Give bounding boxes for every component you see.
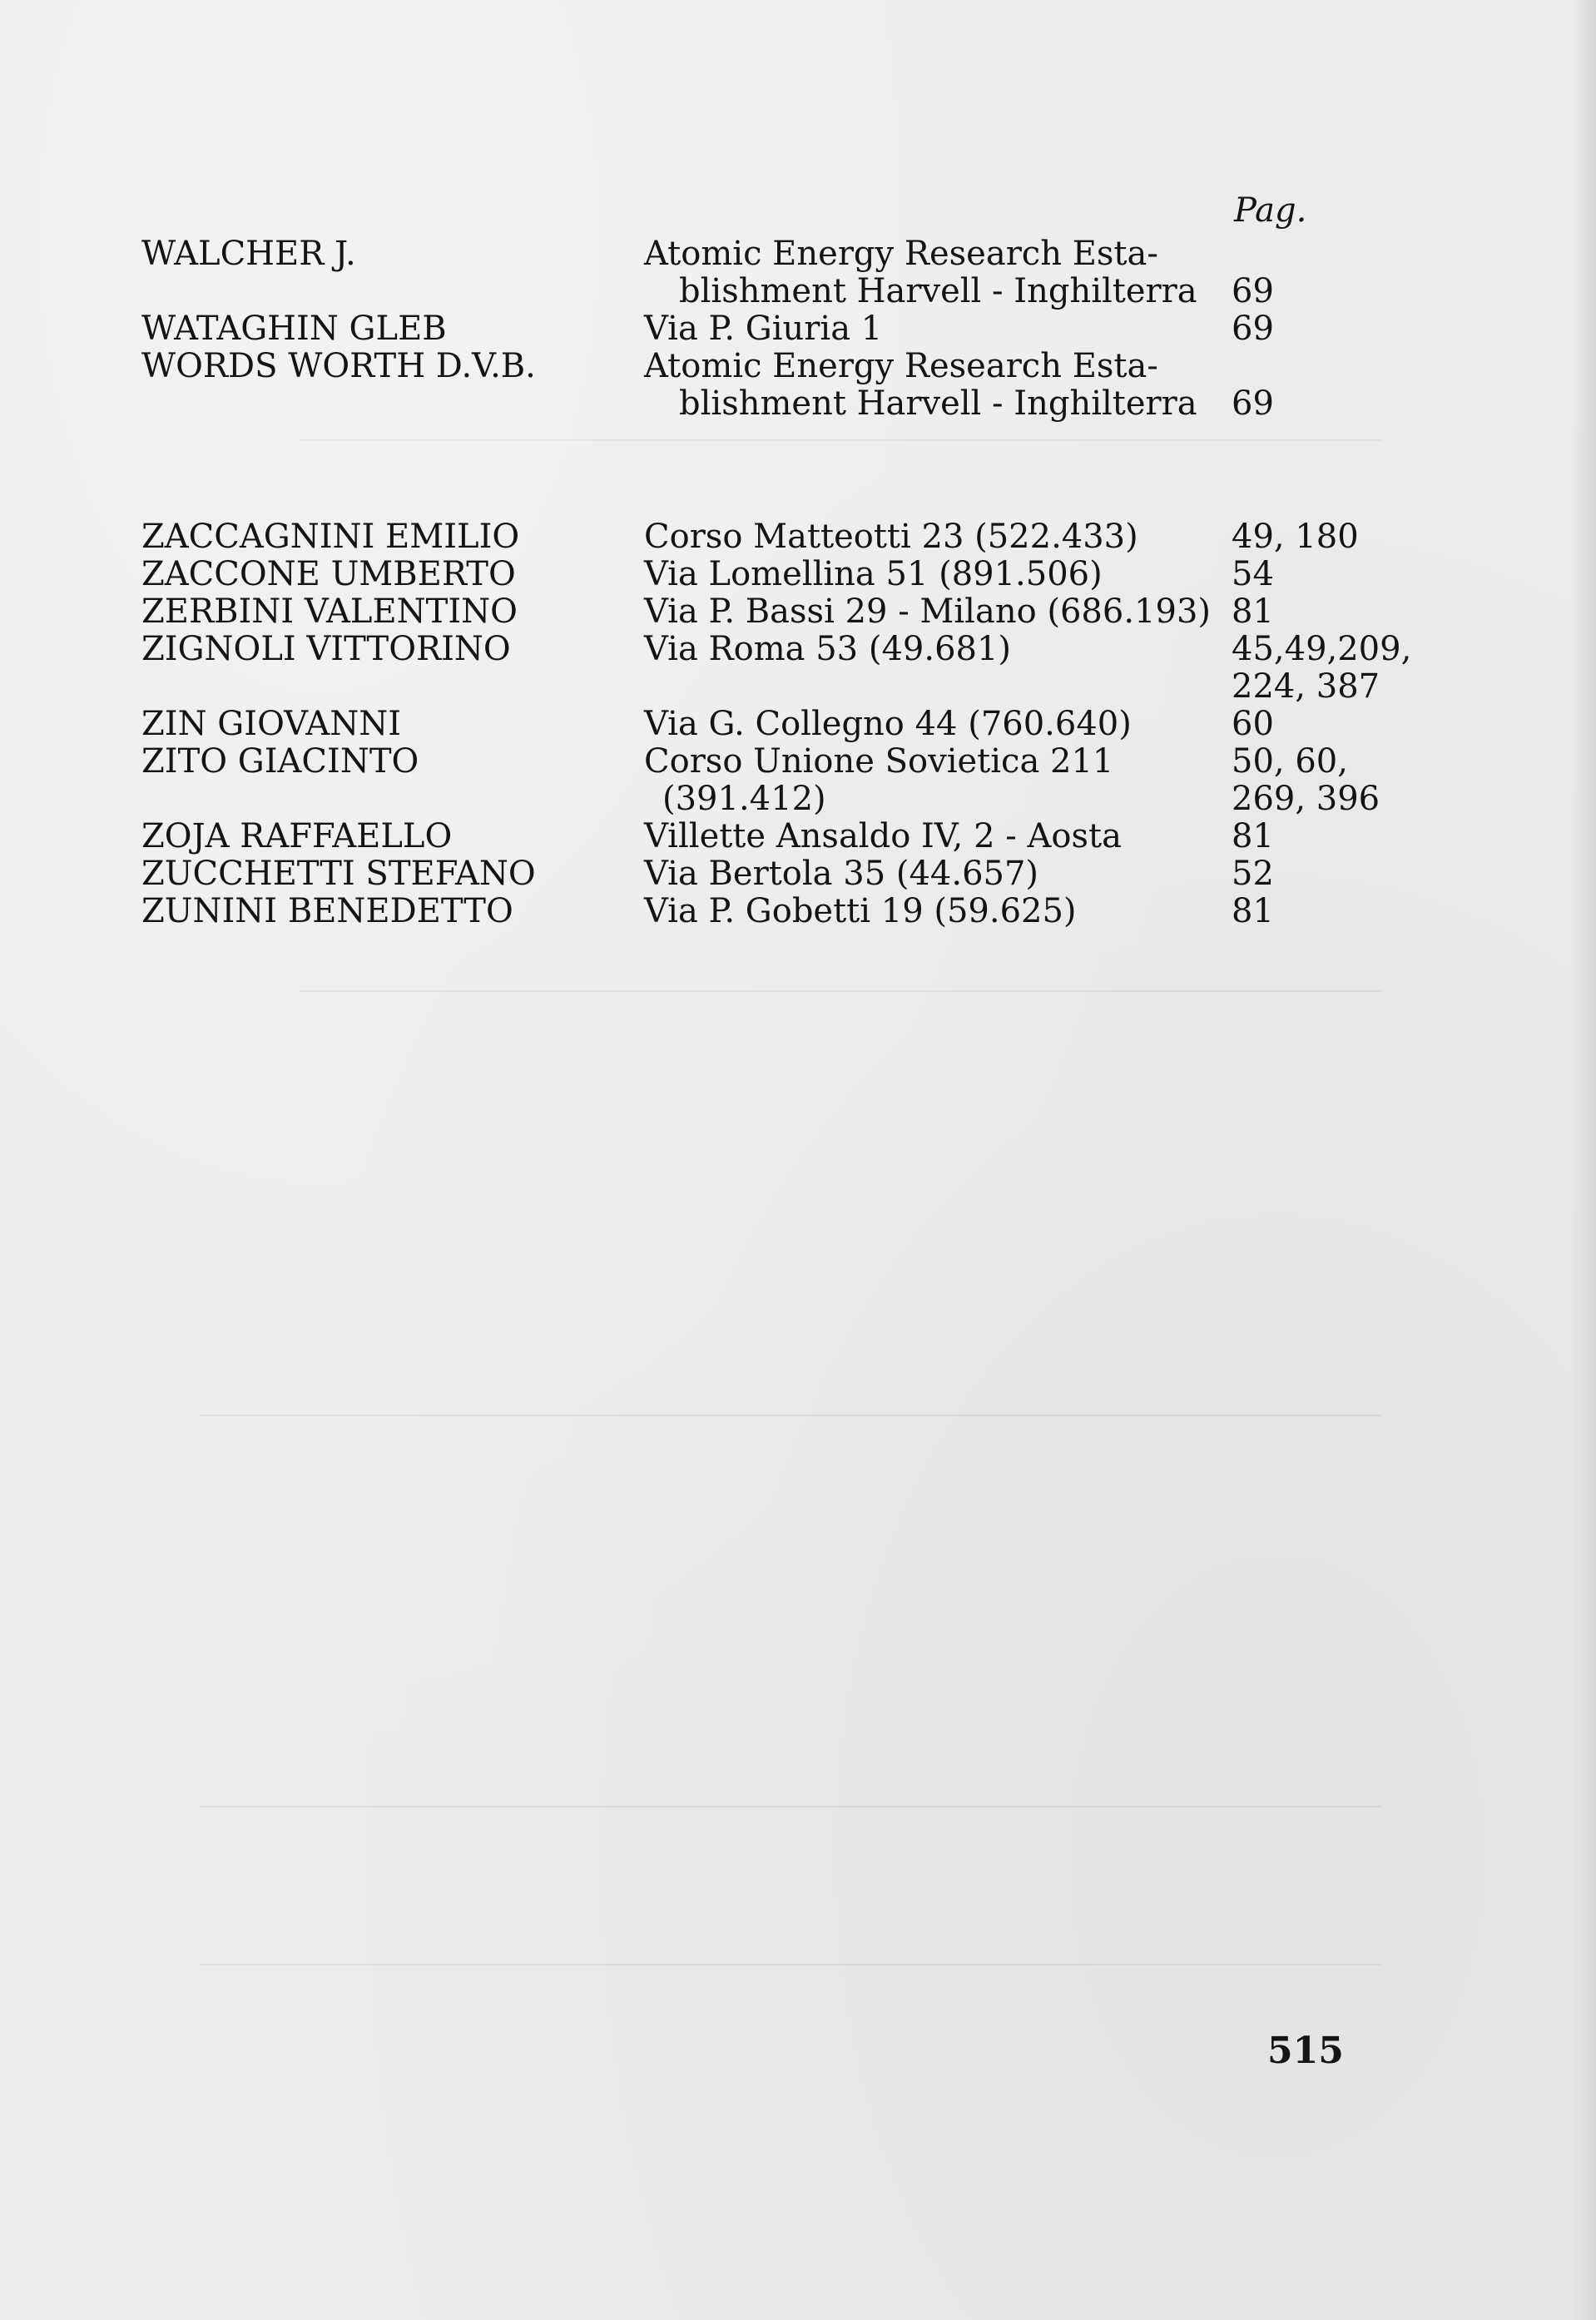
entry-pages-line: 81 [1232, 892, 1274, 930]
entry-pages-line: 69 [1232, 310, 1274, 348]
entry-name: ZACCAGNINI EMILIO [141, 518, 520, 556]
entry-pages-line: 54 [1232, 555, 1274, 593]
entry-address-line: blishment Harvell - Inghilterra [679, 384, 1197, 423]
entry-pages [1232, 818, 1274, 855]
entry-name: ZACCONE UMBERTO [141, 555, 516, 593]
entry-address [644, 518, 1138, 556]
entry-address [644, 818, 1122, 855]
entry-pages-line: 81 [1232, 592, 1274, 631]
entry-pages-line: 60 [1232, 705, 1274, 743]
entry-address [644, 593, 1211, 631]
entry-address-line: Via G. Collegno 44 (760.640) [644, 705, 1132, 743]
entry-address [644, 631, 1011, 668]
entry-address-line: Corso Matteotti 23 (522.433) [644, 518, 1138, 556]
entry-address [644, 310, 882, 348]
entry-pages-line: 81 [1232, 817, 1274, 855]
entry-address [644, 893, 1077, 930]
entry-pages-line: 69 [1232, 384, 1274, 423]
entry-pages-line: 50, 60, [1232, 742, 1348, 781]
entry-name: WORDS WORTH D.V.B. [141, 347, 536, 385]
entry-pages [1232, 706, 1274, 743]
entry-pages-line: 49, 180 [1232, 518, 1359, 556]
entry-address-line: Villette Ansaldo IV, 2 - Aosta [644, 817, 1122, 855]
entry-pages-line: 45,49,209, [1232, 630, 1412, 668]
entry-name: ZUCCHETTI STEFANO [141, 855, 536, 893]
entry-address-line: Via P. Gobetti 19 (59.625) [644, 892, 1077, 930]
entry-pages [1232, 556, 1274, 593]
entry-pages [1232, 310, 1274, 348]
entry-address-line: Via Bertola 35 (44.657) [644, 855, 1039, 893]
entry-pages [1232, 631, 1411, 706]
entry-pages [1232, 855, 1274, 893]
entry-address-line: blishment Harvell - Inghilterra [679, 272, 1197, 310]
entry-name: ZOJA RAFFAELLO [141, 817, 453, 855]
entry-address-line: (391.412) [662, 780, 826, 818]
entry-name: ZIGNOLI VITTORINO [141, 630, 511, 668]
entry-address [644, 743, 1113, 818]
entry-address-line: Via P. Bassi 29 - Milano (686.193) [644, 592, 1211, 631]
entry-pages-line: 224, 387 [1232, 667, 1380, 706]
entry-address-line: Via P. Giuria 1 [644, 310, 883, 348]
entry-pages [1232, 518, 1359, 556]
entry-address [644, 855, 1038, 893]
entry-pages [1232, 273, 1274, 310]
entry-address-line: Via Roma 53 (49.681) [644, 630, 1012, 668]
entry-address [644, 348, 1197, 423]
entry-address-line: Atomic Energy Research Esta- [644, 235, 1158, 273]
entry-pages [1232, 743, 1380, 818]
entry-pages-line: 269, 396 [1232, 780, 1380, 818]
entry-name: WATAGHIN GLEB [141, 310, 447, 348]
entry-name: ZERBINI VALENTINO [141, 592, 518, 631]
entry-address-line: Corso Unione Sovietica 211 [644, 742, 1114, 781]
entry-name: ZITO GIACINTO [141, 742, 419, 781]
entry-pages-line: 52 [1232, 855, 1274, 893]
entry-name: WALCHER J. [141, 235, 356, 273]
entry-address [644, 706, 1132, 743]
entry-pages [1232, 593, 1274, 631]
entry-address [644, 556, 1103, 593]
page-number: 515 [1267, 2030, 1344, 2072]
entry-address-line: Via Lomellina 51 (891.506) [644, 555, 1103, 593]
entry-name: ZIN GIOVANNI [141, 705, 402, 743]
entry-name: ZUNINI BENEDETTO [141, 892, 513, 930]
entry-address [644, 235, 1197, 310]
entry-pages [1232, 893, 1274, 930]
entry-address-line: Atomic Energy Research Esta- [644, 347, 1158, 385]
entry-pages [1232, 385, 1274, 423]
entry-pages-line: 69 [1232, 272, 1274, 310]
pages-column-heading: Pag. [1234, 191, 1307, 230]
